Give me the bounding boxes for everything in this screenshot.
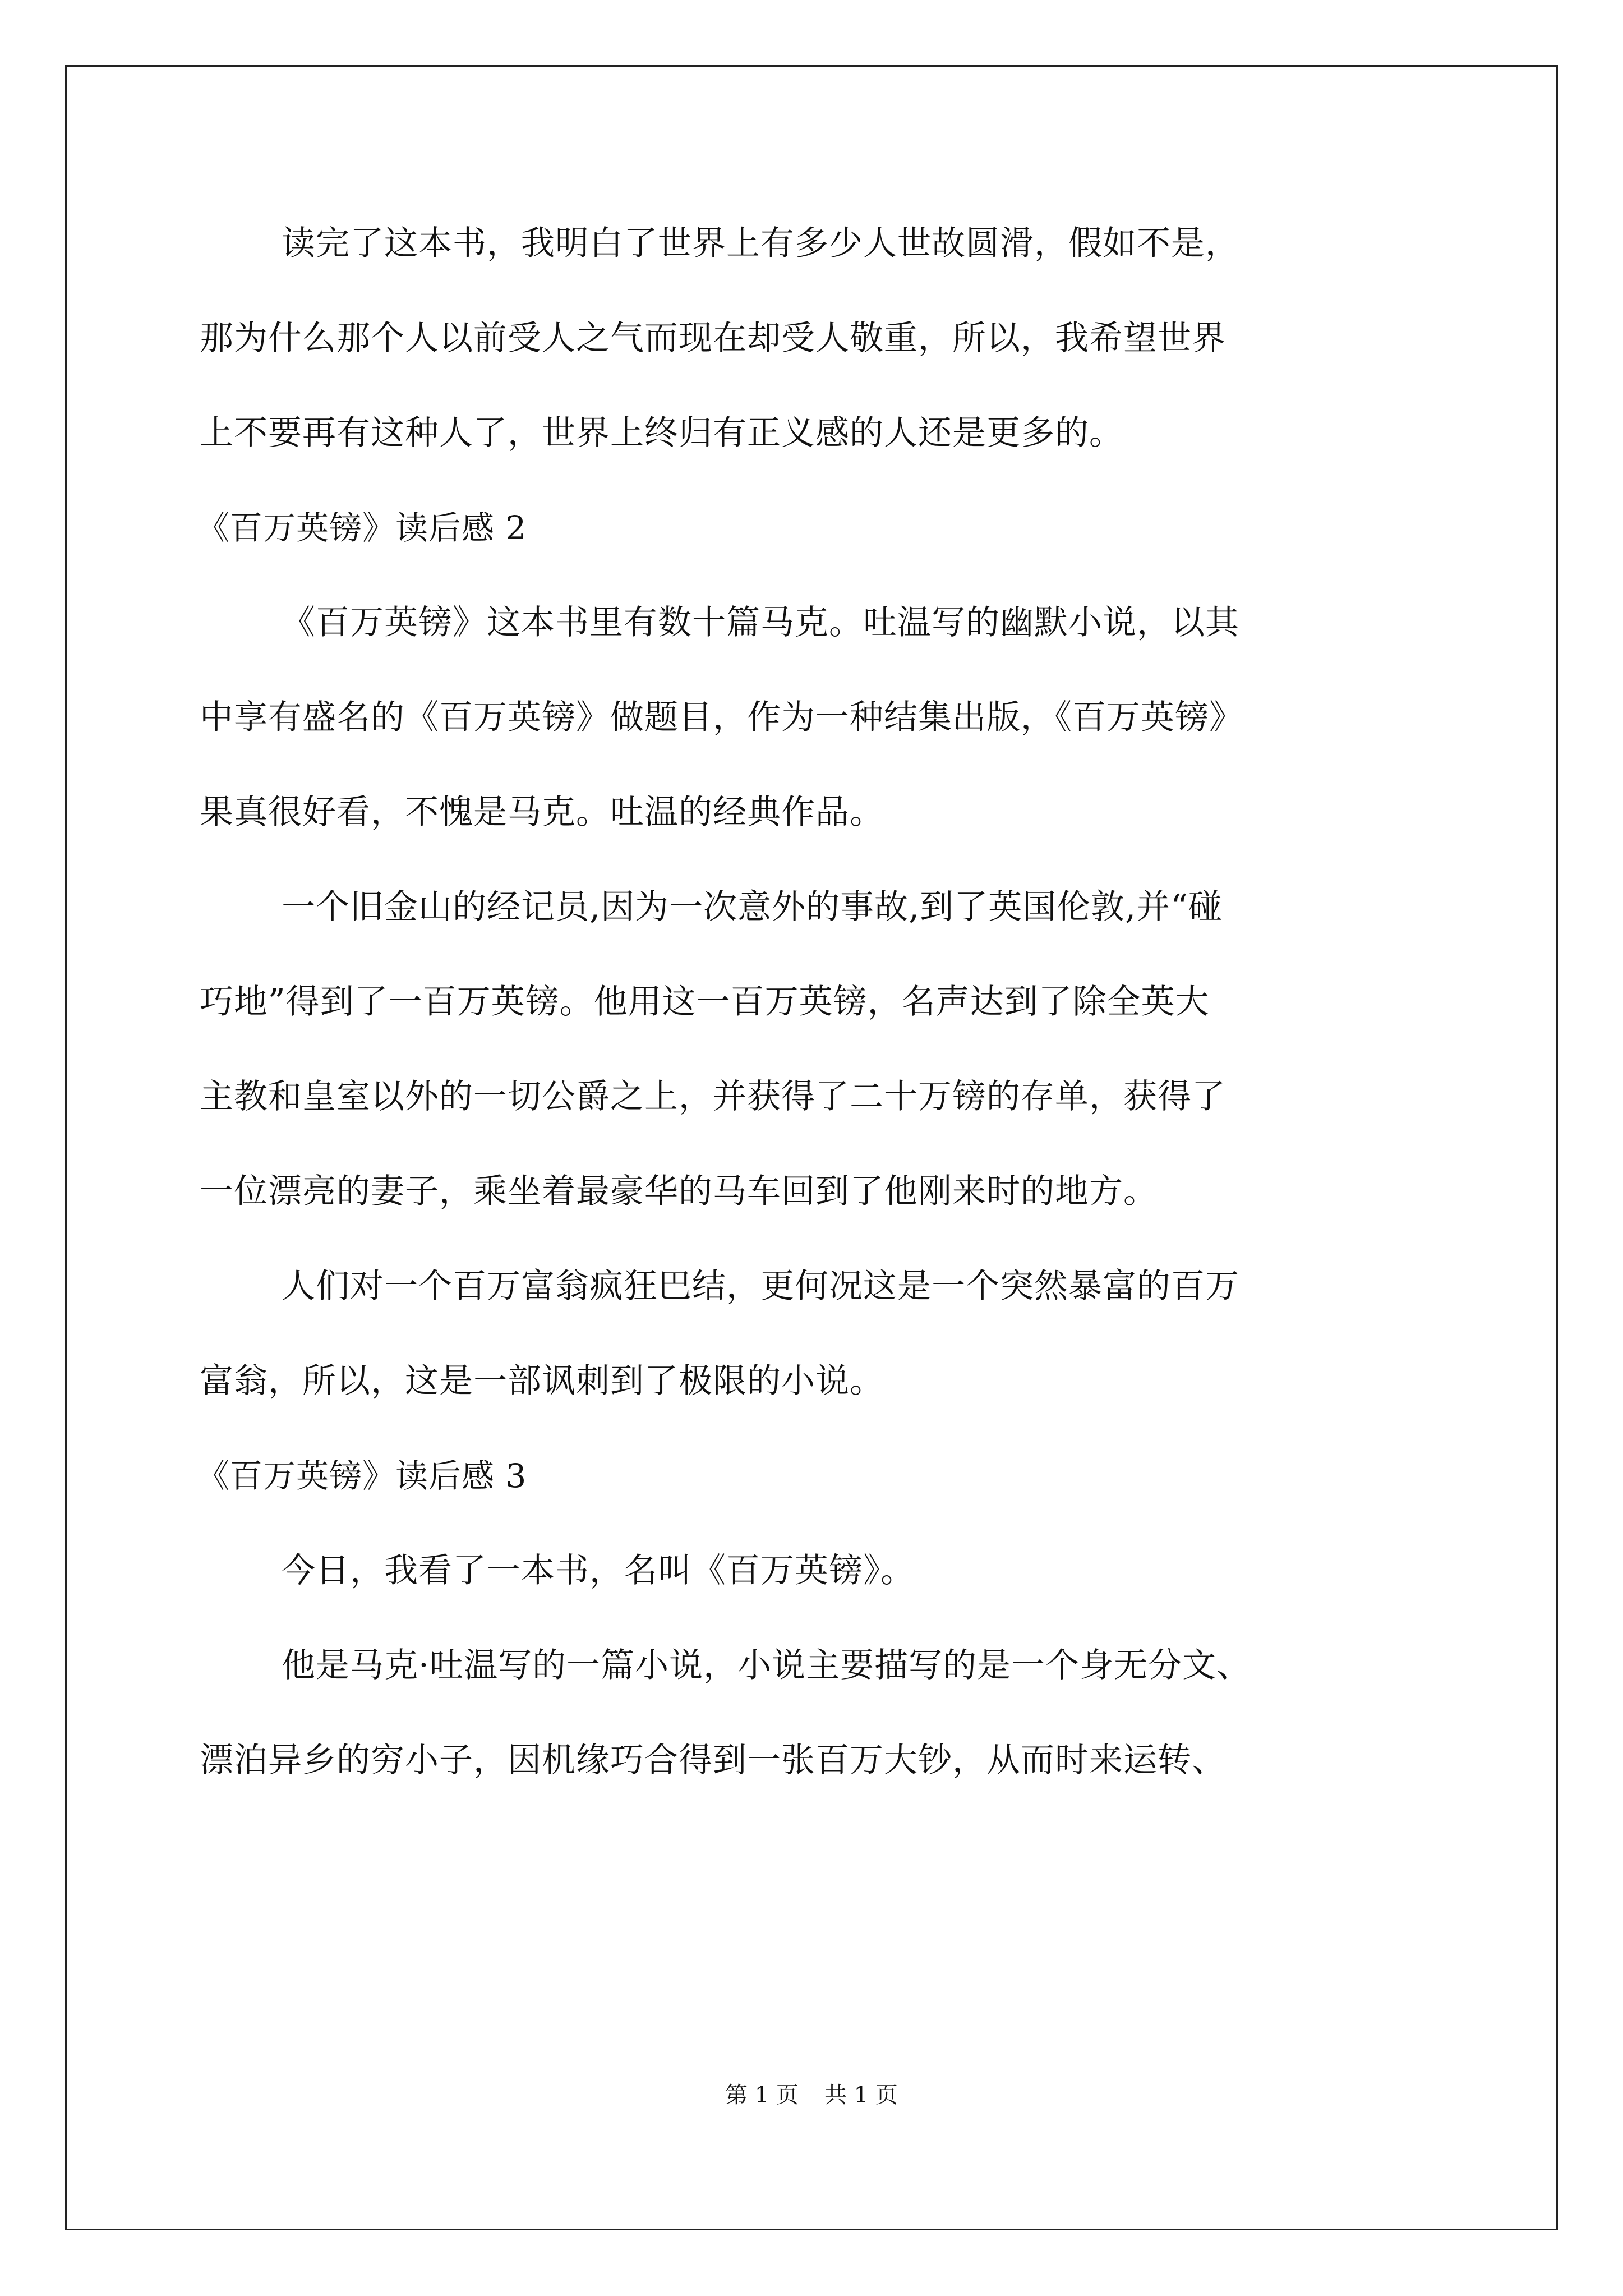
paragraph-line: 漂泊异乡的穷小子，因机缘巧合得到一张百万大钞，从而时来运转、 <box>200 1741 1226 1780</box>
paragraph-line: 巧地”得到了一百万英镑。他用这一百万英镑，名声达到了除全英大 <box>200 982 1210 1022</box>
paragraph-line: 主教和皇室以外的一切公爵之上，并获得了二十万镑的存单，获得了 <box>200 1077 1226 1116</box>
paragraph-line: 一位漂亮的妻子，乘坐着最豪华的马车回到了他刚来时的地方。 <box>200 1172 1158 1211</box>
paragraph-line: 人们对一个百万富翁疯狂巴结，更何况这是一个突然暴富的百万 <box>282 1267 1239 1306</box>
page-footer <box>0 2081 1623 2109</box>
paragraph-line: 一个旧金山的经记员,因为一次意外的事故,到了英国伦敦,并“碰 <box>282 887 1223 927</box>
paragraph-line: 《百万英镑》这本书里有数十篇马克。吐温写的幽默小说，以其 <box>282 603 1239 642</box>
paragraph-line: 中享有盛名的《百万英镑》做题目，作为一种结集出版，《百万英镑》 <box>200 698 1243 737</box>
paragraph-line: 那为什么那个人以前受人之气而现在却受人敬重，所以，我希望世界 <box>200 319 1226 358</box>
page-total: 共 1 页 <box>824 2082 898 2108</box>
section-heading: 《百万英镑》读后感 3 <box>197 1457 527 1495</box>
page-number: 第 1 页 <box>725 2082 799 2108</box>
paragraph-line: 果真很好看，不愧是马克。吐温的经典作品。 <box>200 793 884 832</box>
paragraph-line: 今日，我看了一本书，名叫《百万英镑》。 <box>282 1551 915 1590</box>
document-body <box>197 220 1456 1832</box>
paragraph-line: 读完了这本书，我明白了世界上有多少人世故圆滑，假如不是， <box>282 224 1239 263</box>
paragraph-line: 富翁，所以，这是一部讽刺到了极限的小说。 <box>200 1361 884 1401</box>
section-heading: 《百万英镑》读后感 2 <box>197 509 527 547</box>
paragraph-line: 上不要再有这种人了，世界上终归有正义感的人还是更多的。 <box>200 413 1123 453</box>
paragraph-line: 他是马克·吐温写的一篇小说，小说主要描写的是一个身无分文、 <box>282 1646 1251 1685</box>
